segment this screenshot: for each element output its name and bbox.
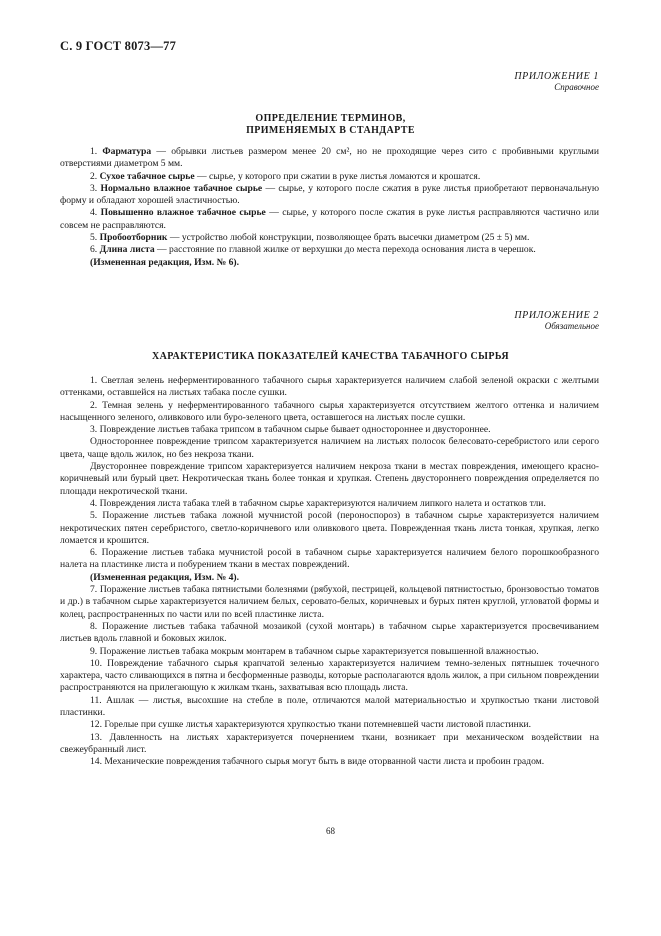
page-number: 68 xyxy=(326,826,335,836)
appendix-1-heading-line1: ОПРЕДЕЛЕНИЕ ТЕРМИНОВ, xyxy=(255,113,406,124)
paragraph: Одностороннее повреждение трипсом характеризуется наличием на листьях полосок белесовато-серебристого или серого цвета, чаще вдоль жилок, но без некроза ткани. xyxy=(60,436,599,460)
terms-section xyxy=(60,146,599,269)
paragraph: 11. Ашлак — листья, высохшие на стебле в поле, отличаются малой материальностью и хрупкостью ткани листовой пластинки. xyxy=(60,694,599,719)
page-header: С. 9 ГОСТ 8073—77 xyxy=(60,39,177,53)
paragraph: 12. Горелые при сушке листья характеризуются хрупкостью ткани потемневшей части листовой пластинки. xyxy=(90,719,532,731)
paragraph: 1. Светлая зелень неферментированного табачного сырья характеризуется наличием слабой зеленой окраски с желтыми оттенками, оставшейся на листьях табака после сушки. xyxy=(60,375,599,399)
paragraph: 9. Поражение листьев табака мокрым монтарем в табачном сырье характеризуется повышенной влажностью. xyxy=(90,645,539,657)
appendix-1-heading-line2: ПРИМЕНЯЕМЫХ В СТАНДАРТЕ xyxy=(246,125,415,136)
paragraph: 2. Темная зелень у неферментированного табачного сырья характеризуется отсутствием желтого оттенка и наличием насыщенного зеленого, оливкового или буро-зеленого цвета, оставшегося на листьях после сушки. xyxy=(60,399,599,423)
term-name: Длина листа xyxy=(99,244,155,256)
term-item: 4. Повышенно влажное табачное сырье — сырье, у которого после сжатия в руке листья расправляются частично или совсем не расправляются. xyxy=(60,207,599,231)
paragraph: 3. Повреждение листьев табака трипсом в табачном сырье бывает одностороннее и двустороннее. xyxy=(90,424,491,436)
appendix-2-label xyxy=(514,310,599,332)
appendix-2-heading: ХАРАКТЕРИСТИКА ПОКАЗАТЕЛЕЙ КАЧЕСТВА ТАБАЧНОГО СЫРЬЯ xyxy=(152,351,509,362)
appendix-2-subtitle: Обязательное xyxy=(544,321,599,331)
term-item: 2. Сухое табачное сырье — сырье, у которого при сжатии в руке листья ломаются и крошатся. xyxy=(90,170,481,182)
paragraph: 13. Давленность на листьях характеризуется почернением ткани, возникает при механическом воздействии на свежеубранный лист. xyxy=(60,731,599,755)
appendix-1-heading xyxy=(60,113,601,137)
appendix-1-label xyxy=(514,71,599,93)
paragraph: 5. Поражение листьев табака ложной мучнистой росой (пероноспороз) в табачном сырье характеризуется наличием некротических пятен серебристого, светло-коричневого или оливкового цвета. Поврежденная ткань листа тонкая, хрупкая, легко ломается и крошится. xyxy=(60,510,599,546)
paragraph: 7. Поражение листьев табака пятнистыми болезнями (рябухой, пестрицей, кольцевой пятнистостью, бронзовостью томатов и др.) в табачном сырье характеризуется наличием белых, серовато-белых, коричневых и бурых пятен круглой, угловатой формы и колец, распространенных по части или по всей пластинке листа. xyxy=(60,584,599,620)
paragraph: 14. Механические повреждения табачного сырья могут быть в виде оторванной части листа и пробоин градом. xyxy=(90,756,545,768)
edition-note: (Измененная редакция, Изм. № 4). xyxy=(90,571,240,583)
term-item: 1. Фарматура — обрывки листьев размером менее 20 см², но не проходящие через сито с пробивными круглыми отверстиями диаметром 5 мм. xyxy=(60,146,599,170)
paragraph: Двустороннее повреждение трипсом характеризуется наличием некроза ткани в местах повреждения, имеющего красно-коричневый или бурый цвет. Некротическая ткань более тонкая и хрупкая. Степень двустороннего повреждения определяется по площади некротической ткани. xyxy=(60,461,599,497)
paragraph: 8. Поражение листьев табака табачной мозаикой (сухой монтарь) в табачном сырье характеризуется просвечиванием листьев вдоль главной и боковых жилок. xyxy=(60,620,599,645)
appendix-1-title: ПРИЛОЖЕНИЕ 1 xyxy=(514,71,599,82)
term-item: 5. Пробоотборник — устройство любой конструкции, позволяющее брать высечки диаметром (25 ± 5) мм. xyxy=(90,232,530,244)
term-name: Фарматура xyxy=(102,146,152,157)
paragraph: 6. Поражение листьев табака мучнистой росой в табачном сырье характеризуется наличием белого порошкообразного налета на пластинке листа и побурением ткани в местах повреждений. xyxy=(60,547,599,571)
quality-section xyxy=(60,375,599,769)
term-name: Повышенно влажное табачное сырье xyxy=(100,207,266,219)
term-item: 3. Нормально влажное табачное сырье — сырье, у которого после сжатия в руке листья приобретают первоначальную форму и обладают хорошей эластичностью. xyxy=(60,182,599,207)
paragraph: 4. Повреждения листа табака тлей в табачном сырье характеризуются наличием липкого налета и остатков тли. xyxy=(90,497,546,509)
paragraph: 10. Повреждение табачного сырья крапчатой зеленью характеризуется наличием темно-зеленых пятнышек точечного характера, часто сливающихся в пятна и бесформенные разводы, которые располагаются вдоль жилок, а при сильном повреждении распространяются на прилегающую к жилкам ткань, захватывая всю площадь листа. xyxy=(60,657,599,694)
term-name: Пробоотборник xyxy=(99,232,168,244)
appendix-1-subtitle: Справочное xyxy=(554,82,599,92)
term-name: Сухое табачное сырье xyxy=(99,170,195,182)
appendix-2-title: ПРИЛОЖЕНИЕ 2 xyxy=(514,310,599,321)
term-name: Нормально влажное табачное сырье xyxy=(100,182,263,194)
term-item: 6. Длина листа — расстояние по главной жилке от верхушки до места перехода основания листа в черешок. xyxy=(90,244,536,256)
edition-note: (Измененная редакция, Изм. № 6). xyxy=(90,256,240,268)
